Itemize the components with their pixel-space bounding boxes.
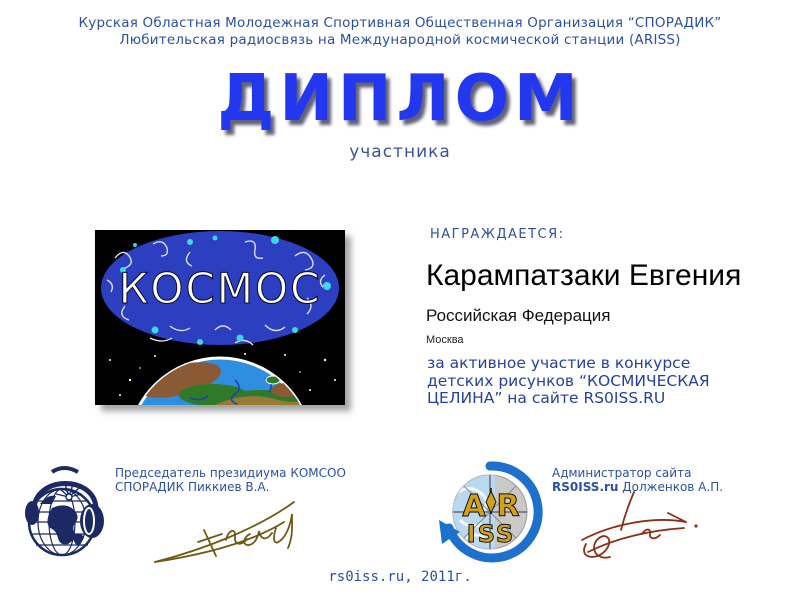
recipient-name: Карампатзаки Евгения <box>426 259 742 292</box>
award-reason-line-1: за активное участие в конкурсе <box>427 354 691 372</box>
award-reason <box>427 355 767 408</box>
left-signatory-text <box>115 467 346 494</box>
svg-text:ISS: ISS <box>466 520 516 548</box>
cosmos-lettering: КОСМОС <box>118 264 322 313</box>
recipient-city: Москва <box>426 334 464 346</box>
globe-headphones-icon <box>22 460 108 562</box>
right-signatory-name: Долженков А.П. <box>618 479 724 494</box>
rs0iss-site-label: RS0ISS.ru <box>552 479 619 494</box>
organization-line-2: Любительская радиосвязь на Международной космической станции (ARISS) <box>119 32 681 48</box>
cosmos-drawing-image <box>95 230 345 405</box>
right-signatory-title: Администратор сайта <box>552 466 692 480</box>
left-signature-ink <box>152 494 304 566</box>
ariss-logo <box>436 458 544 570</box>
award-reason-line-3: ЦЕЛИНА” на сайте RS0ISS.RU <box>427 389 666 407</box>
svg-text:R: R <box>496 489 520 524</box>
diploma-subtitle: участника <box>349 142 451 162</box>
child-drawing-artwork <box>95 230 345 405</box>
diploma-title: ДИПЛОМ <box>217 62 583 136</box>
left-signatory-name: СПОРАДИК Пиккиев В.А. <box>115 479 270 494</box>
svg-text:A: A <box>462 489 486 524</box>
ariss-icon <box>436 458 544 566</box>
left-signature <box>152 494 304 570</box>
right-signature-ink <box>572 486 706 568</box>
award-reason-line-2: детских рисунков “КОСМИЧЕСКАЯ <box>427 371 710 390</box>
organization-line-1: Курская Областная Молодежная Спортивная Общественная Организация “СПОРАДИК” <box>78 15 722 31</box>
footer-site-year: rs0iss.ru, 2011г. <box>328 569 472 585</box>
left-signatory-title: Председатель президиума КОМСОО <box>115 466 346 480</box>
right-ear-cup <box>80 504 104 538</box>
sporadik-globe-logo <box>22 460 108 566</box>
awarded-to-label: НАГРАЖДАЕТСЯ: <box>430 227 565 242</box>
continents <box>40 496 84 546</box>
recipient-country: Российская Федерация <box>426 306 611 325</box>
right-signature <box>572 486 706 572</box>
